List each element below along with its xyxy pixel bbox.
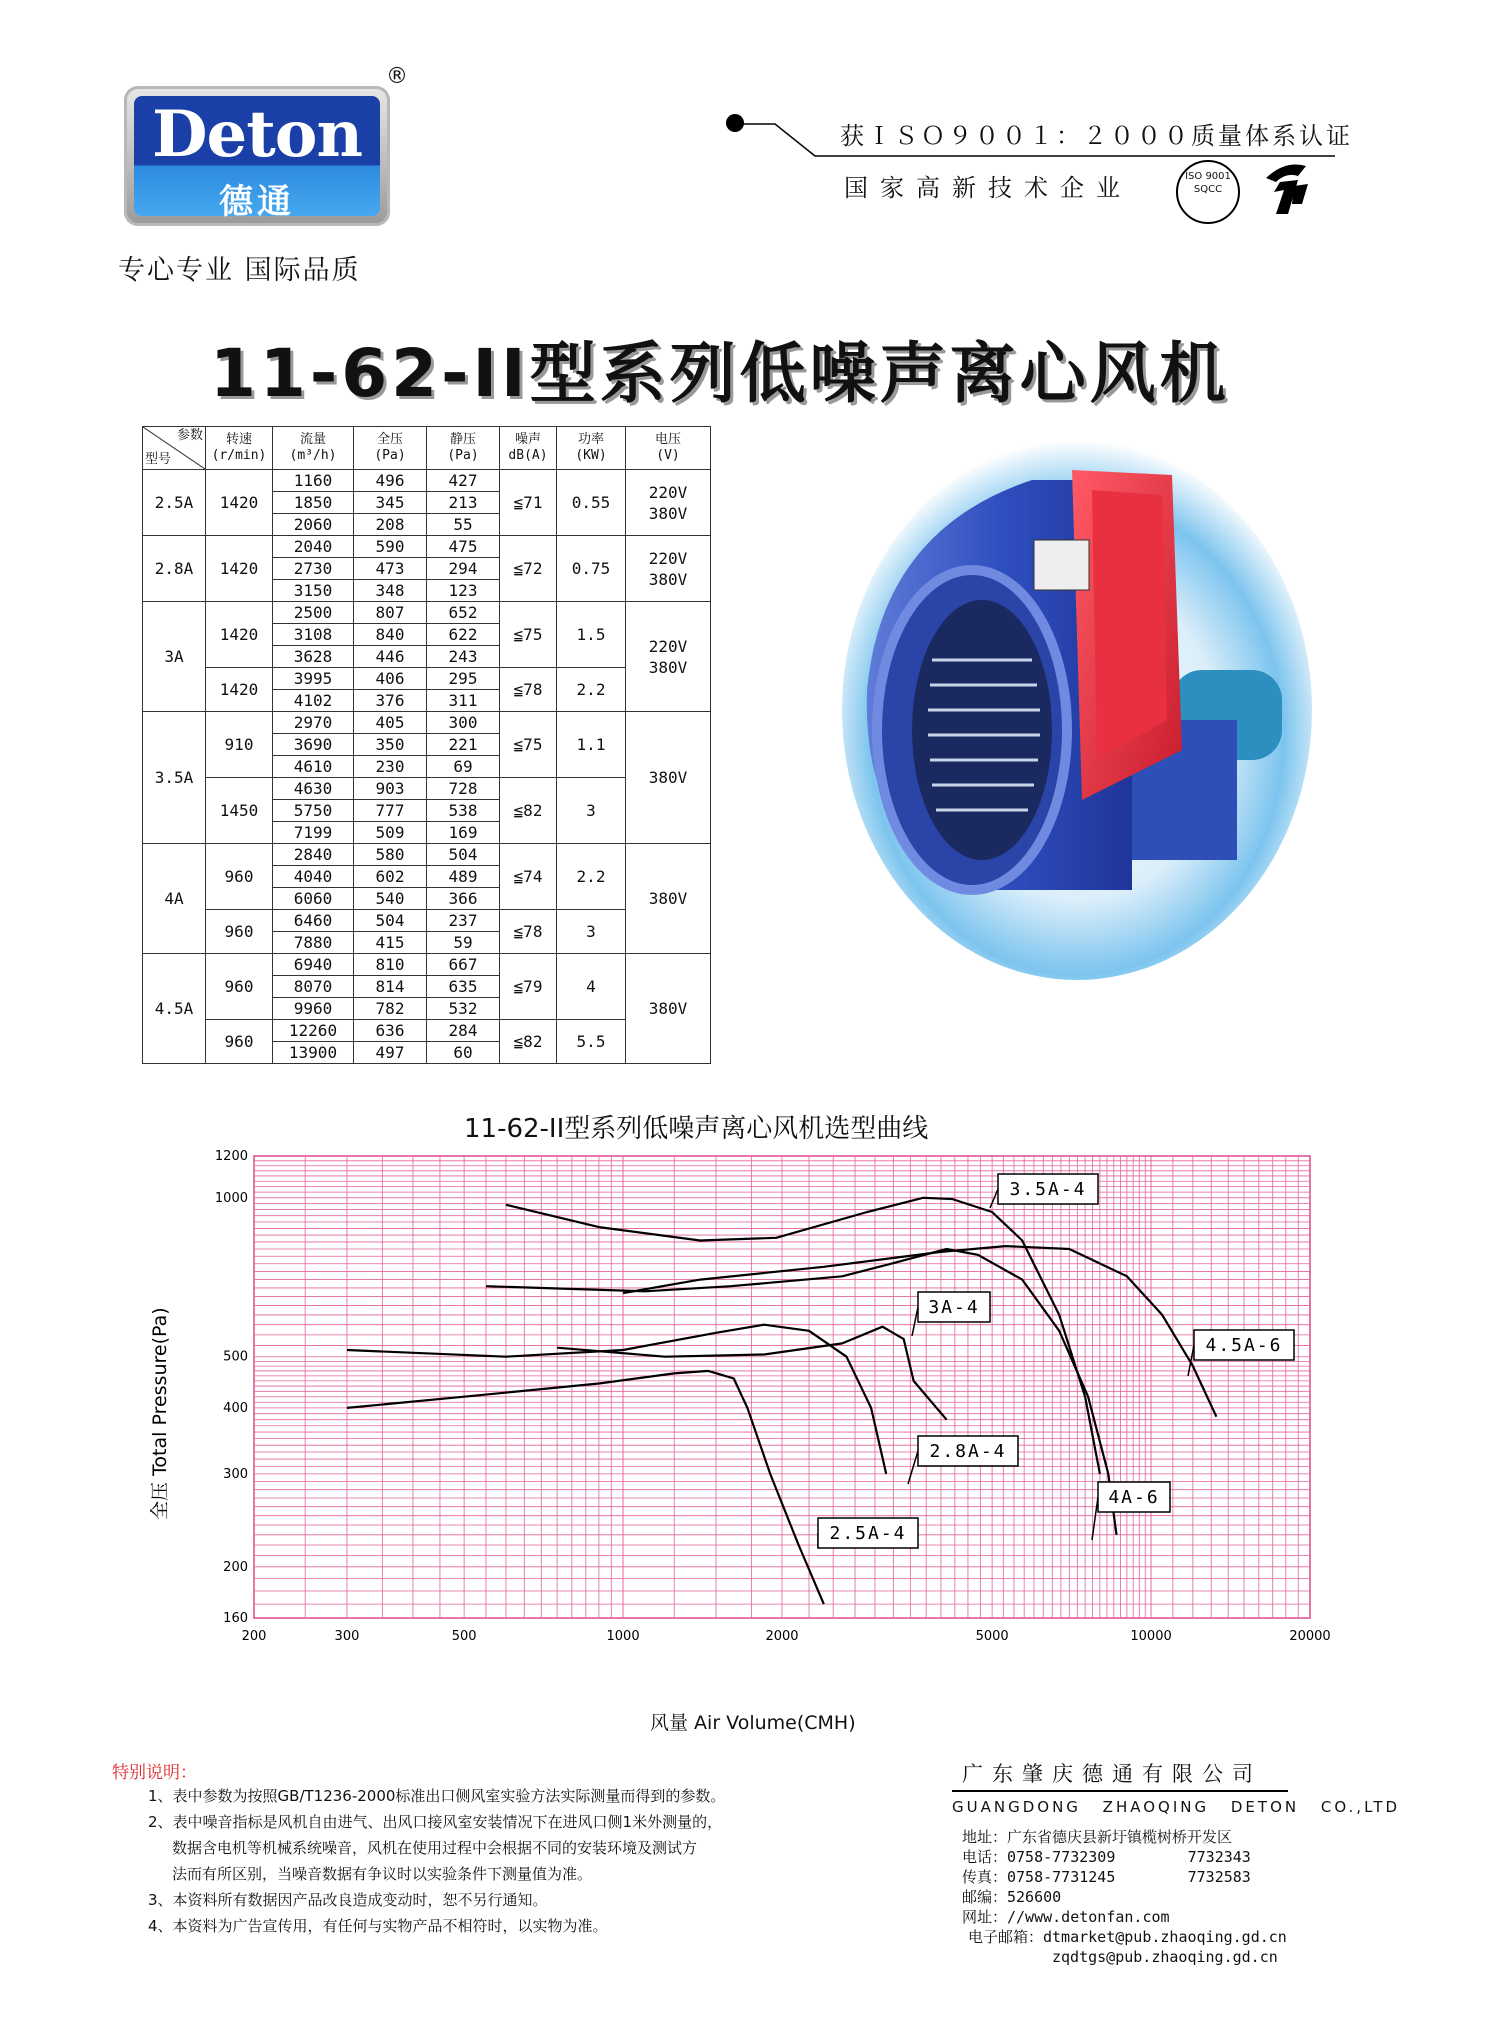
table-row [143,954,711,976]
noise-cell: ≦79 [500,954,557,1020]
static-pressure-cell: 213 [427,492,500,514]
total-pressure-cell: 230 [354,756,427,778]
static-pressure-cell: 295 [427,668,500,690]
note-item: 2、表中噪音指标是风机自由进气、出风口接风室安装情况下在进风口侧1米外测量的， [148,1813,723,1831]
power-cell: 2.2 [557,844,626,910]
slogan: 专心专业 国际品质 [118,255,361,286]
main-title: 11-62-II型系列低噪声离心风机 [210,335,1230,412]
curve-label: 4A-6 [1108,1487,1160,1508]
y-tick-label: 160 [223,1611,248,1626]
selection-curve-chart [150,1140,1340,1700]
curve-label: 3.5A-4 [1009,1179,1087,1200]
flow-cell: 2500 [273,602,354,624]
flow-cell: 4630 [273,778,354,800]
deton-logo [124,86,390,226]
table-row [143,778,711,800]
centrifugal-fan-image [842,420,1312,980]
noise-cell: ≦82 [500,1020,557,1064]
static-pressure-cell: 243 [427,646,500,668]
company-phone: 电话：0758-7732309 7732343 [962,1848,1251,1866]
y-tick-label: 500 [223,1349,248,1365]
y-tick-label: 200 [223,1559,248,1575]
total-pressure-cell: 497 [354,1042,427,1064]
flow-cell: 4102 [273,690,354,712]
table-row [143,602,711,624]
flow-cell: 6060 [273,888,354,910]
flow-cell: 2840 [273,844,354,866]
spec-table [142,426,711,1064]
power-cell: 0.75 [557,536,626,602]
noise-cell: ≦78 [500,668,557,712]
static-pressure-cell: 123 [427,580,500,602]
static-pressure-cell: 69 [427,756,500,778]
flow-cell: 3628 [273,646,354,668]
static-pressure-cell: 294 [427,558,500,580]
total-pressure-cell: 345 [354,492,427,514]
total-pressure-cell: 446 [354,646,427,668]
static-pressure-cell: 622 [427,624,500,646]
flow-cell: 4610 [273,756,354,778]
flow-cell: 7880 [273,932,354,954]
iso-certification-text: 获ＩＳＯ９００１：２０００质量体系认证 [840,122,1353,150]
flow-cell: 2060 [273,514,354,536]
total-pressure-cell: 496 [354,470,427,492]
flow-cell: 1850 [273,492,354,514]
total-pressure-cell: 208 [354,514,427,536]
note-item: 数据含电机等机械系统噪音，风机在使用过程中会根据不同的安装环境及测试方 [172,1839,698,1857]
static-pressure-cell: 311 [427,690,500,712]
model-cell: 4A [143,844,206,954]
x-tick-label: 500 [451,1629,477,1644]
table-row [143,470,711,492]
speed-cell: 1450 [206,778,273,844]
total-pressure-cell: 782 [354,998,427,1020]
header-total-pressure: 全压 (Pa) [354,427,427,470]
table-row [143,668,711,690]
total-pressure-cell: 376 [354,690,427,712]
header-speed: 转速 (r/min) [206,427,273,470]
voltage-cell: 220V 380V [626,470,711,536]
total-pressure-cell: 504 [354,910,427,932]
noise-cell: ≦75 [500,602,557,668]
note-item: 1、表中参数为按照GB/T1236-2000标准出口侧风室实验方法实际测量而得到的参数。 [148,1787,726,1805]
company-email-2[interactable]: zqdtgs@pub.zhaoqing.gd.cn [1052,1948,1278,1966]
header-param: 参数 [176,428,203,443]
table-row [143,712,711,734]
total-pressure-cell: 415 [354,932,427,954]
flow-cell: 8070 [273,976,354,998]
iso-badge-text: ISO 9001 SQCC [1185,171,1235,195]
table-row [143,844,711,866]
total-pressure-cell: 810 [354,954,427,976]
total-pressure-cell: 807 [354,602,427,624]
table-header-row [143,427,711,470]
voltage-cell: 380V [626,712,711,844]
hightech-logo-icon [1258,158,1312,216]
speed-cell: 960 [206,844,273,910]
y-tick-label: 400 [223,1400,248,1416]
iso-badge-icon [1176,160,1240,224]
total-pressure-cell: 405 [354,712,427,734]
static-pressure-cell: 427 [427,470,500,492]
table-row [143,536,711,558]
flow-cell: 13900 [273,1042,354,1064]
static-pressure-cell: 635 [427,976,500,998]
header-flow: 流量 (m³/h) [273,427,354,470]
total-pressure-cell: 509 [354,822,427,844]
logo-wordmark: Deton [152,97,362,172]
y-axis-label-box [138,1240,178,1520]
power-cell: 1.5 [557,602,626,668]
hightech-enterprise-text: 国家高新技术企业 [844,174,1132,202]
static-pressure-cell: 538 [427,800,500,822]
noise-cell: ≦72 [500,536,557,602]
flow-cell: 2970 [273,712,354,734]
noise-cell: ≦71 [500,470,557,536]
curve-label: 4.5A-6 [1205,1335,1283,1356]
flow-cell: 5750 [273,800,354,822]
static-pressure-cell: 504 [427,844,500,866]
total-pressure-cell: 348 [354,580,427,602]
speed-cell: 910 [206,712,273,778]
company-fax: 传真：0758-7731245 7732583 [962,1868,1251,1886]
speed-cell: 1420 [206,668,273,712]
company-divider [952,1790,1288,1792]
total-pressure-cell: 406 [354,668,427,690]
curve-label: 3A-4 [928,1297,980,1318]
company-name-en: GUANGDONG ZHAOQING DETON CO.,LTD [952,1798,1401,1816]
static-pressure-cell: 366 [427,888,500,910]
company-address: 地址：广东省德庆县新圩镇榄树桥开发区 [962,1828,1233,1846]
power-cell: 0.55 [557,470,626,536]
total-pressure-cell: 602 [354,866,427,888]
voltage-cell: 380V [626,844,711,954]
speed-cell: 1420 [206,536,273,602]
static-pressure-cell: 652 [427,602,500,624]
total-pressure-cell: 814 [354,976,427,998]
x-tick-label: 300 [334,1629,360,1644]
y-axis-label: 全压 Total Pressure(Pa) [149,1307,171,1520]
chart-title: 11-62-II型系列低噪声离心风机选型曲线 [464,1114,929,1144]
power-cell: 1.1 [557,712,626,778]
y-tick-label: 1000 [214,1190,248,1206]
total-pressure-cell: 580 [354,844,427,866]
note-item: 法而有所区别，当噪音数据有争议时以实验条件下测量值为准。 [172,1865,593,1883]
power-cell: 3 [557,778,626,844]
spec-table-body [143,470,711,1064]
x-axis-label: 风量 Air Volume(CMH) [650,1712,856,1734]
speed-cell: 960 [206,954,273,1020]
x-tick-label: 1000 [606,1629,640,1644]
flow-cell: 6460 [273,910,354,932]
total-pressure-cell: 903 [354,778,427,800]
header-power: 功率 (KW) [557,427,626,470]
flow-cell: 3995 [273,668,354,690]
voltage-cell: 220V 380V [626,602,711,712]
total-pressure-cell: 590 [354,536,427,558]
x-tick-label: 20000 [1289,1629,1331,1644]
static-pressure-cell: 59 [427,932,500,954]
company-name-cn: 广东肇庆德通有限公司 [962,1762,1262,1786]
x-tick-label: 5000 [975,1629,1009,1644]
flow-cell: 3690 [273,734,354,756]
y-tick-label: 1200 [214,1149,248,1164]
x-tick-label: 10000 [1130,1629,1172,1644]
static-pressure-cell: 532 [427,998,500,1020]
header-noise: 噪声 dB(A) [500,427,557,470]
static-pressure-cell: 728 [427,778,500,800]
static-pressure-cell: 475 [427,536,500,558]
flow-cell: 4040 [273,866,354,888]
noise-cell: ≦74 [500,844,557,910]
total-pressure-cell: 350 [354,734,427,756]
y-tick-label: 300 [223,1466,248,1482]
total-pressure-cell: 540 [354,888,427,910]
speed-cell: 1420 [206,602,273,668]
logo-panel [134,96,380,222]
flow-cell: 3108 [273,624,354,646]
x-tick-label: 200 [241,1629,267,1644]
model-cell: 2.8A [143,536,206,602]
total-pressure-cell: 840 [354,624,427,646]
noise-cell: ≦82 [500,778,557,844]
static-pressure-cell: 60 [427,1042,500,1064]
flow-cell: 1160 [273,470,354,492]
company-postcode: 邮编：526600 [962,1888,1062,1906]
static-pressure-cell: 284 [427,1020,500,1042]
registered-mark: ® [386,64,408,89]
model-cell: 2.5A [143,470,206,536]
flow-cell: 3150 [273,580,354,602]
flow-cell: 6940 [273,954,354,976]
flow-cell: 12260 [273,1020,354,1042]
header-model: 型号 [145,452,172,467]
static-pressure-cell: 237 [427,910,500,932]
note-item: 4、本资料为广告宣传用，有任何与实物产品不相符时，以实物为准。 [148,1917,608,1935]
flow-cell: 7199 [273,822,354,844]
curve-label: 2.5A-4 [829,1523,907,1544]
model-cell: 4.5A [143,954,206,1064]
static-pressure-cell: 300 [427,712,500,734]
table-row [143,910,711,932]
static-pressure-cell: 489 [427,866,500,888]
note-item: 3、本资料所有数据因产品改良造成变动时，恕不另行通知。 [148,1891,548,1909]
total-pressure-cell: 473 [354,558,427,580]
speed-cell: 1420 [206,470,273,536]
static-pressure-cell: 667 [427,954,500,976]
noise-cell: ≦75 [500,712,557,778]
x-tick-label: 2000 [765,1629,799,1644]
flow-cell: 2040 [273,536,354,558]
header-static-pressure: 静压 (Pa) [427,427,500,470]
company-website[interactable]: 网址：//www.detonfan.com [962,1908,1170,1926]
power-cell: 4 [557,954,626,1020]
total-pressure-cell: 777 [354,800,427,822]
model-cell: 3.5A [143,712,206,844]
header-model-param [143,427,206,470]
company-email[interactable]: 电子邮箱：dtmarket@pub.zhaoqing.gd.cn [968,1928,1287,1946]
speed-cell: 960 [206,1020,273,1064]
header-voltage: 电压 (V) [626,427,711,470]
flow-cell: 2730 [273,558,354,580]
static-pressure-cell: 55 [427,514,500,536]
voltage-cell: 380V [626,954,711,1064]
notes-title: 特别说明： [112,1763,197,1783]
logo-chinese-name: 德通 [219,182,295,222]
curve-label: 2.8A-4 [929,1441,1007,1462]
power-cell: 2.2 [557,668,626,712]
table-row [143,1020,711,1042]
static-pressure-cell: 169 [427,822,500,844]
voltage-cell: 220V 380V [626,536,711,602]
power-cell: 3 [557,910,626,954]
speed-cell: 960 [206,910,273,954]
model-cell: 3A [143,602,206,712]
total-pressure-cell: 636 [354,1020,427,1042]
flow-cell: 9960 [273,998,354,1020]
static-pressure-cell: 221 [427,734,500,756]
noise-cell: ≦78 [500,910,557,954]
power-cell: 5.5 [557,1020,626,1064]
